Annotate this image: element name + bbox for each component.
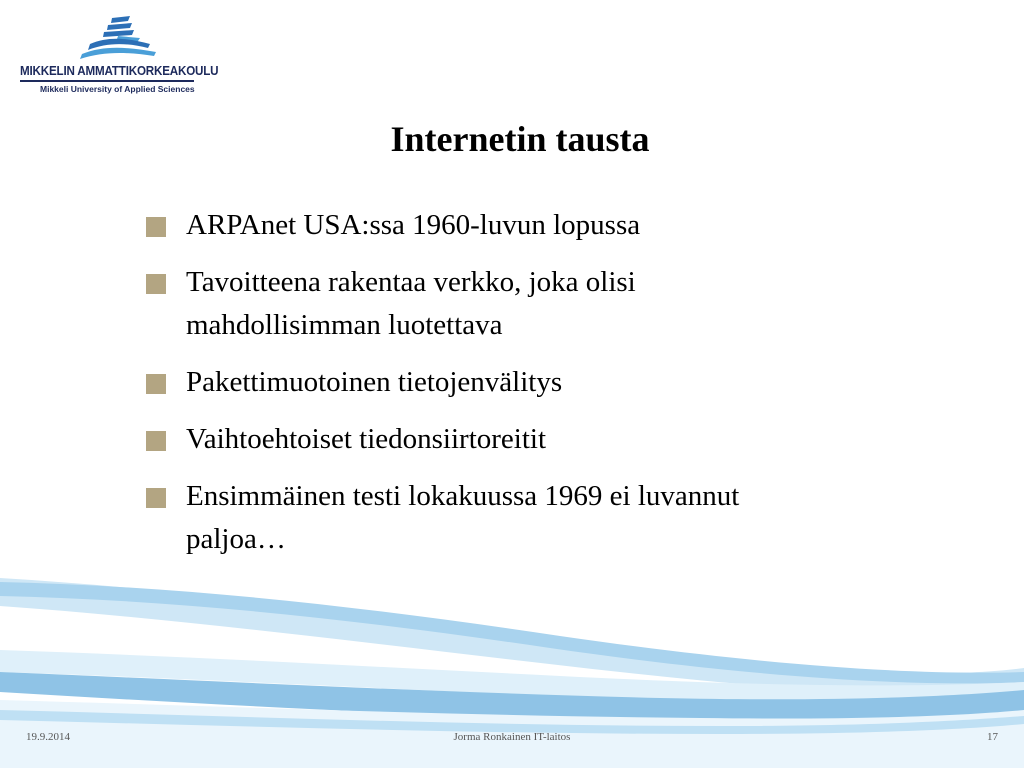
bullet-text: Vaihtoehtoiset tiedonsiirtoreitit	[186, 423, 547, 455]
bullet-item	[146, 261, 796, 347]
footer-page-number: 17	[987, 731, 998, 743]
bullet-item	[146, 204, 796, 247]
square-bullet-icon	[146, 274, 166, 294]
bullet-item	[146, 361, 796, 404]
square-bullet-icon	[146, 488, 166, 508]
bullet-text: Tavoitteena rakentaa verkko, joka olisi mahdollisimman luotettava	[186, 266, 636, 341]
square-bullet-icon	[146, 374, 166, 394]
logo-subtitle: Mikkeli University of Applied Sciences	[40, 84, 195, 94]
bullet-item	[146, 475, 796, 561]
bullet-list	[146, 204, 796, 575]
logo-name: MIKKELIN AMMATTIKORKEAKOULU	[20, 64, 219, 78]
ship-wave-logo-icon	[78, 14, 158, 62]
university-logo	[20, 14, 219, 98]
bullet-text: ARPAnet USA:ssa 1960-luvun lopussa	[186, 209, 641, 241]
bullet-item	[146, 418, 796, 461]
footer-date: 19.9.2014	[26, 731, 70, 743]
bullet-text: Pakettimuotoinen tietojenvälitys	[186, 366, 563, 398]
bullet-text: Ensimmäinen testi lokakuussa 1969 ei luvannut paljoa…	[186, 480, 740, 555]
square-bullet-icon	[146, 217, 166, 237]
square-bullet-icon	[146, 431, 166, 451]
logo-divider	[20, 80, 194, 82]
footer-author: Jorma Ronkainen IT-laitos	[453, 731, 571, 743]
slide-title: Internetin tausta	[390, 119, 650, 159]
